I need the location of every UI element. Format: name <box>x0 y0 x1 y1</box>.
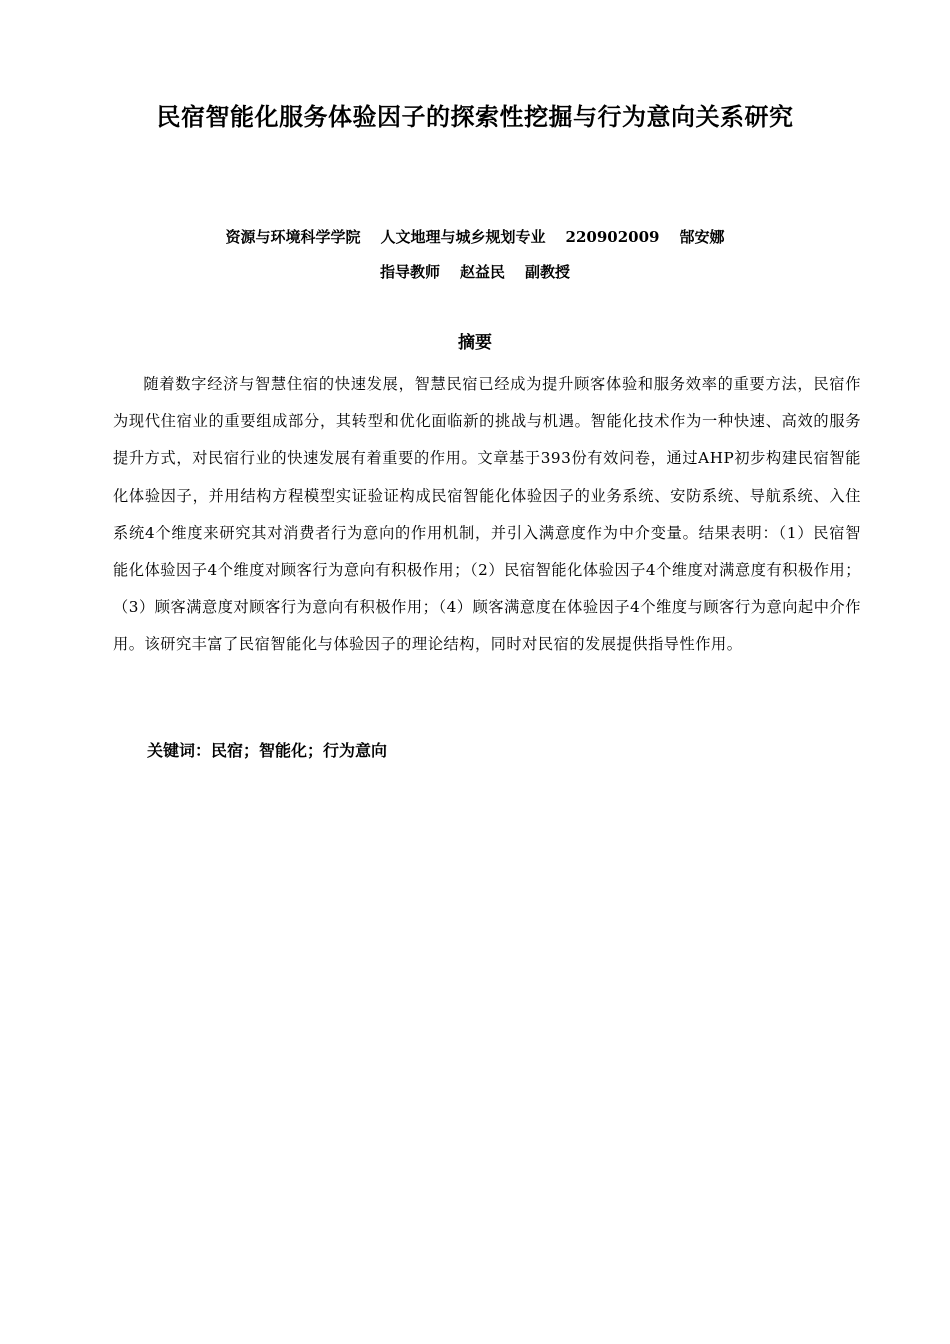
college-name: 资源与环境科学学院 <box>225 228 361 246</box>
student-id: 220902009 <box>565 228 660 246</box>
abstract-body: 随着数字经济与智慧住宿的快速发展，智慧民宿已经成为提升顾客体验和服务效率的重要方法，民宿作为现代住宿业的重要组成部分，其转型和优化面临新的挑战与机遇。智能化技术作为一种快速、高效的服务提升方式，对民宿行业的快速发展有着重要的作用。文章基于393份有效问卷，通过AHP初步构建民宿智能化体验因子，并用结构方程模型实证验证构成民宿智能化体验因子的业务系统、安防系统、导航系统、入住系统4个维度来研究其对消费者行为意向的作用机制，并引入满意度作为中介变量。结果表明：（1）民宿智能化体验因子4个维度对顾客行为意向有积极作用；（2）民宿智能化体验因子4个维度对满意度有积极作用；（3）顾客满意度对顾客行为意向有积极作用；（4）顾客满意度在体验因子4个维度与顾客行为意向起中介作用。该研究丰富了民宿智能化与体验因子的理论结构，同时对民宿的发展提供指导性作用。 <box>113 375 861 654</box>
advisor-label: 指导教师 <box>379 263 440 281</box>
keywords-line: 关键词：民宿；智能化；行为意向 <box>147 741 388 760</box>
author-name: 郜安娜 <box>679 228 725 246</box>
author-info-line <box>0 226 950 248</box>
advisor-info-line <box>0 261 950 283</box>
paper-title: 民宿智能化服务体验因子的探索性挖掘与行为意向关系研究 <box>156 103 794 131</box>
advisor-name: 赵益民 <box>459 263 505 281</box>
advisor-title: 副教授 <box>525 263 571 281</box>
major-name: 人文地理与城乡规划专业 <box>380 228 546 246</box>
abstract-heading: 摘要 <box>458 333 492 353</box>
